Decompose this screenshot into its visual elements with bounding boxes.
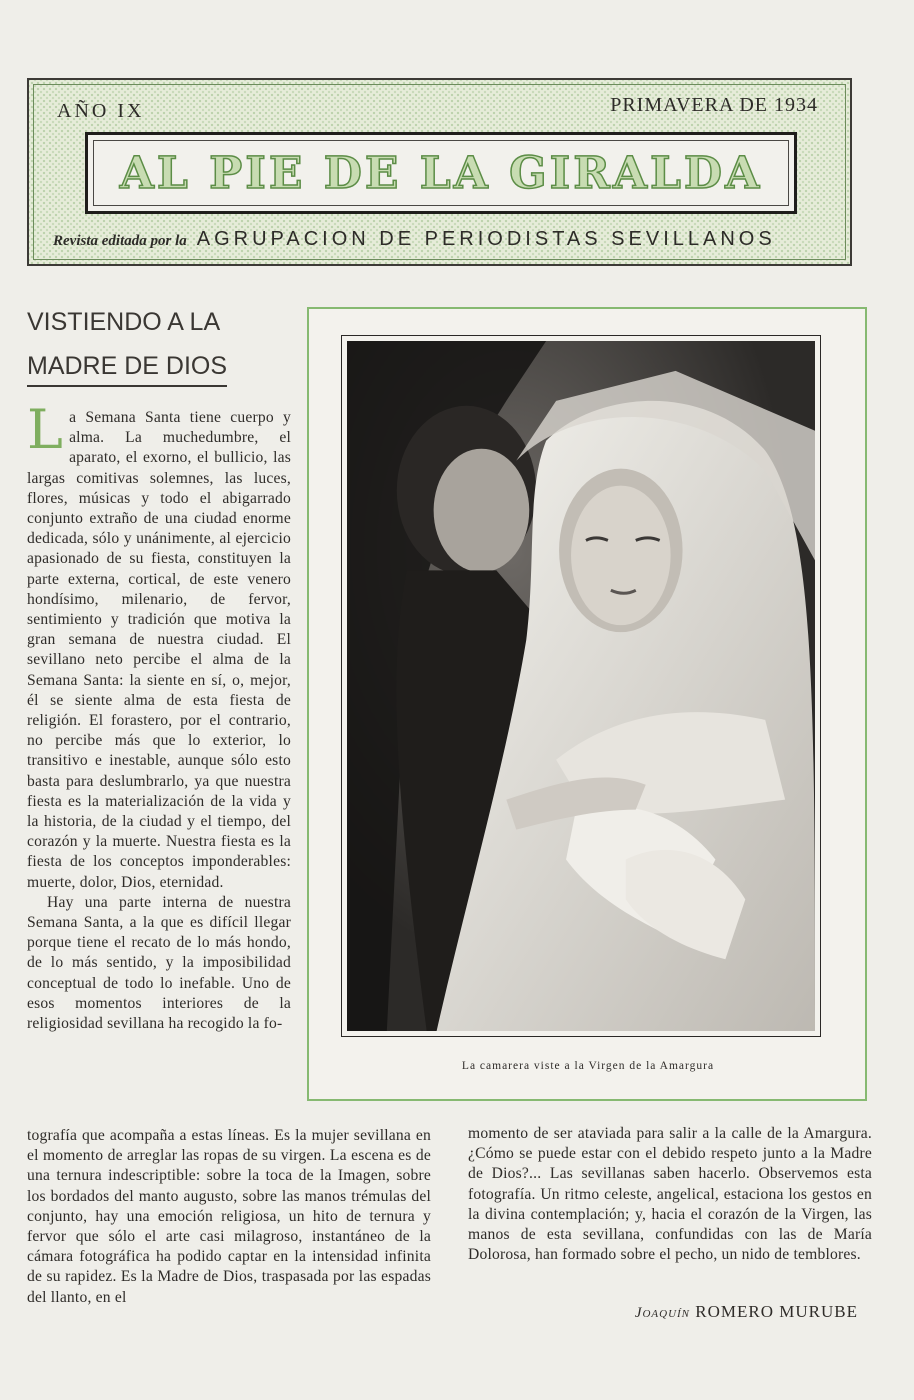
headline-line-2: MADRE DE DIOS (27, 347, 227, 387)
magazine-title: AL PIE DE LA GIRALDA (119, 147, 763, 199)
paragraph-4: momento de ser ataviada para salir a la calle de la Amargura. ¿Cómo se puede estar con el debido respeto junto a la Madre de Dios?... Las sevillanas saben hacerlo. Observemos esta fotografía. Un ritmo celeste, angelical, estaciona los gestos en la divina contemplación; y, hacia el corazón de la Virgen, las manos de esta sevillana, confundidas con las de María Dolorosa, han formado sobre el pecho, un nido de temblores. (468, 1125, 872, 1264)
paragraph-2: Hay una parte interna de nuestra Semana Santa, a la que es difícil llegar porque tiene el recato de lo más hondo, de lo más sentido, y la imposibilidad conceptual de todo lo inefable. Uno de esos momentos interiores de la religiosidad sevillana ha recogido la fo- (27, 893, 291, 1033)
author-first-name: Joaquín (634, 1305, 691, 1321)
masthead (27, 78, 852, 266)
photograph (347, 341, 815, 1031)
article-column-bottom-right (468, 1124, 872, 1265)
paragraph-1 (27, 398, 291, 893)
article-column-left (27, 398, 291, 1034)
subtitle-publisher: AGRUPACION DE PERIODISTAS SEVILLANOS (196, 228, 776, 250)
drop-cap: L (27, 398, 64, 461)
masthead-subtitle (53, 228, 833, 251)
paragraph-1-text: a Semana Santa tiene cuerpo y alma. La muchedumbre, el aparato, el exorno, el bullicio, las largas comitivas solemnes, las luces, flores, músicas y todo el abigarrado conjunto extraño de una ciudad enorme dedicada, sólo y unánimente, al ejercicio apasionado de su fiesta, constituyen la parte externa, cortical, de este venero hondísimo, milenario, de fervor, sentimiento y tradición que motiva la gran semana de nuestra ciudad. El sevillano neto percibe el alma de la Semana Santa: la siente en sí, o, mejor, él se siente alma de esta fiesta de religión. El forastero, por el contrario, no percibe más que lo exterior, lo transitivo e inestable, aunque sólo esto basta para deslumbrarlo, ya que nuestra fiesta es la materialización de la vida y la historia, de la ciudad y el tiempo, del corazón y la muerte. Nuestra fiesta es la fiesta de los conceptos imponderables: muerte, dolor, Dios, eternidad. (27, 409, 291, 891)
issue-season: PRIMAVERA DE 1934 (610, 94, 818, 116)
headline-line-1: VISTIENDO A LA (27, 308, 221, 336)
author-last-name: ROMERO MURUBE (695, 1302, 858, 1321)
title-frame-inner (93, 140, 789, 206)
photo-border (341, 335, 821, 1037)
article-headline (27, 300, 237, 388)
issue-year: AÑO IX (57, 100, 145, 122)
subtitle-small: Revista editada por la (53, 233, 187, 249)
title-frame (85, 132, 797, 214)
paragraph-3: tografía que acompaña a estas líneas. Es la mujer sevillana en el momento de arreglar las ropas de su virgen. La escena es de una ternura indescriptible: sobre la toca de la Imagen, sobre los bordados del manto augusto, sobre las manos trémulas del conjunto, hay una emoción religiosa, un hito de ternura y fervor que sólo el arte casi milagroso, instantáneo de la cámara fotográfica ha podido captar en la intensidad infinita de su rapidez. Es la Madre de Dios, traspasada por las espadas del llanto, en el (27, 1127, 431, 1306)
photo-caption: La camarera viste a la Virgen de la Amargura (461, 1060, 715, 1072)
article-column-bottom-left (27, 1126, 431, 1308)
author-signature (635, 1302, 858, 1322)
